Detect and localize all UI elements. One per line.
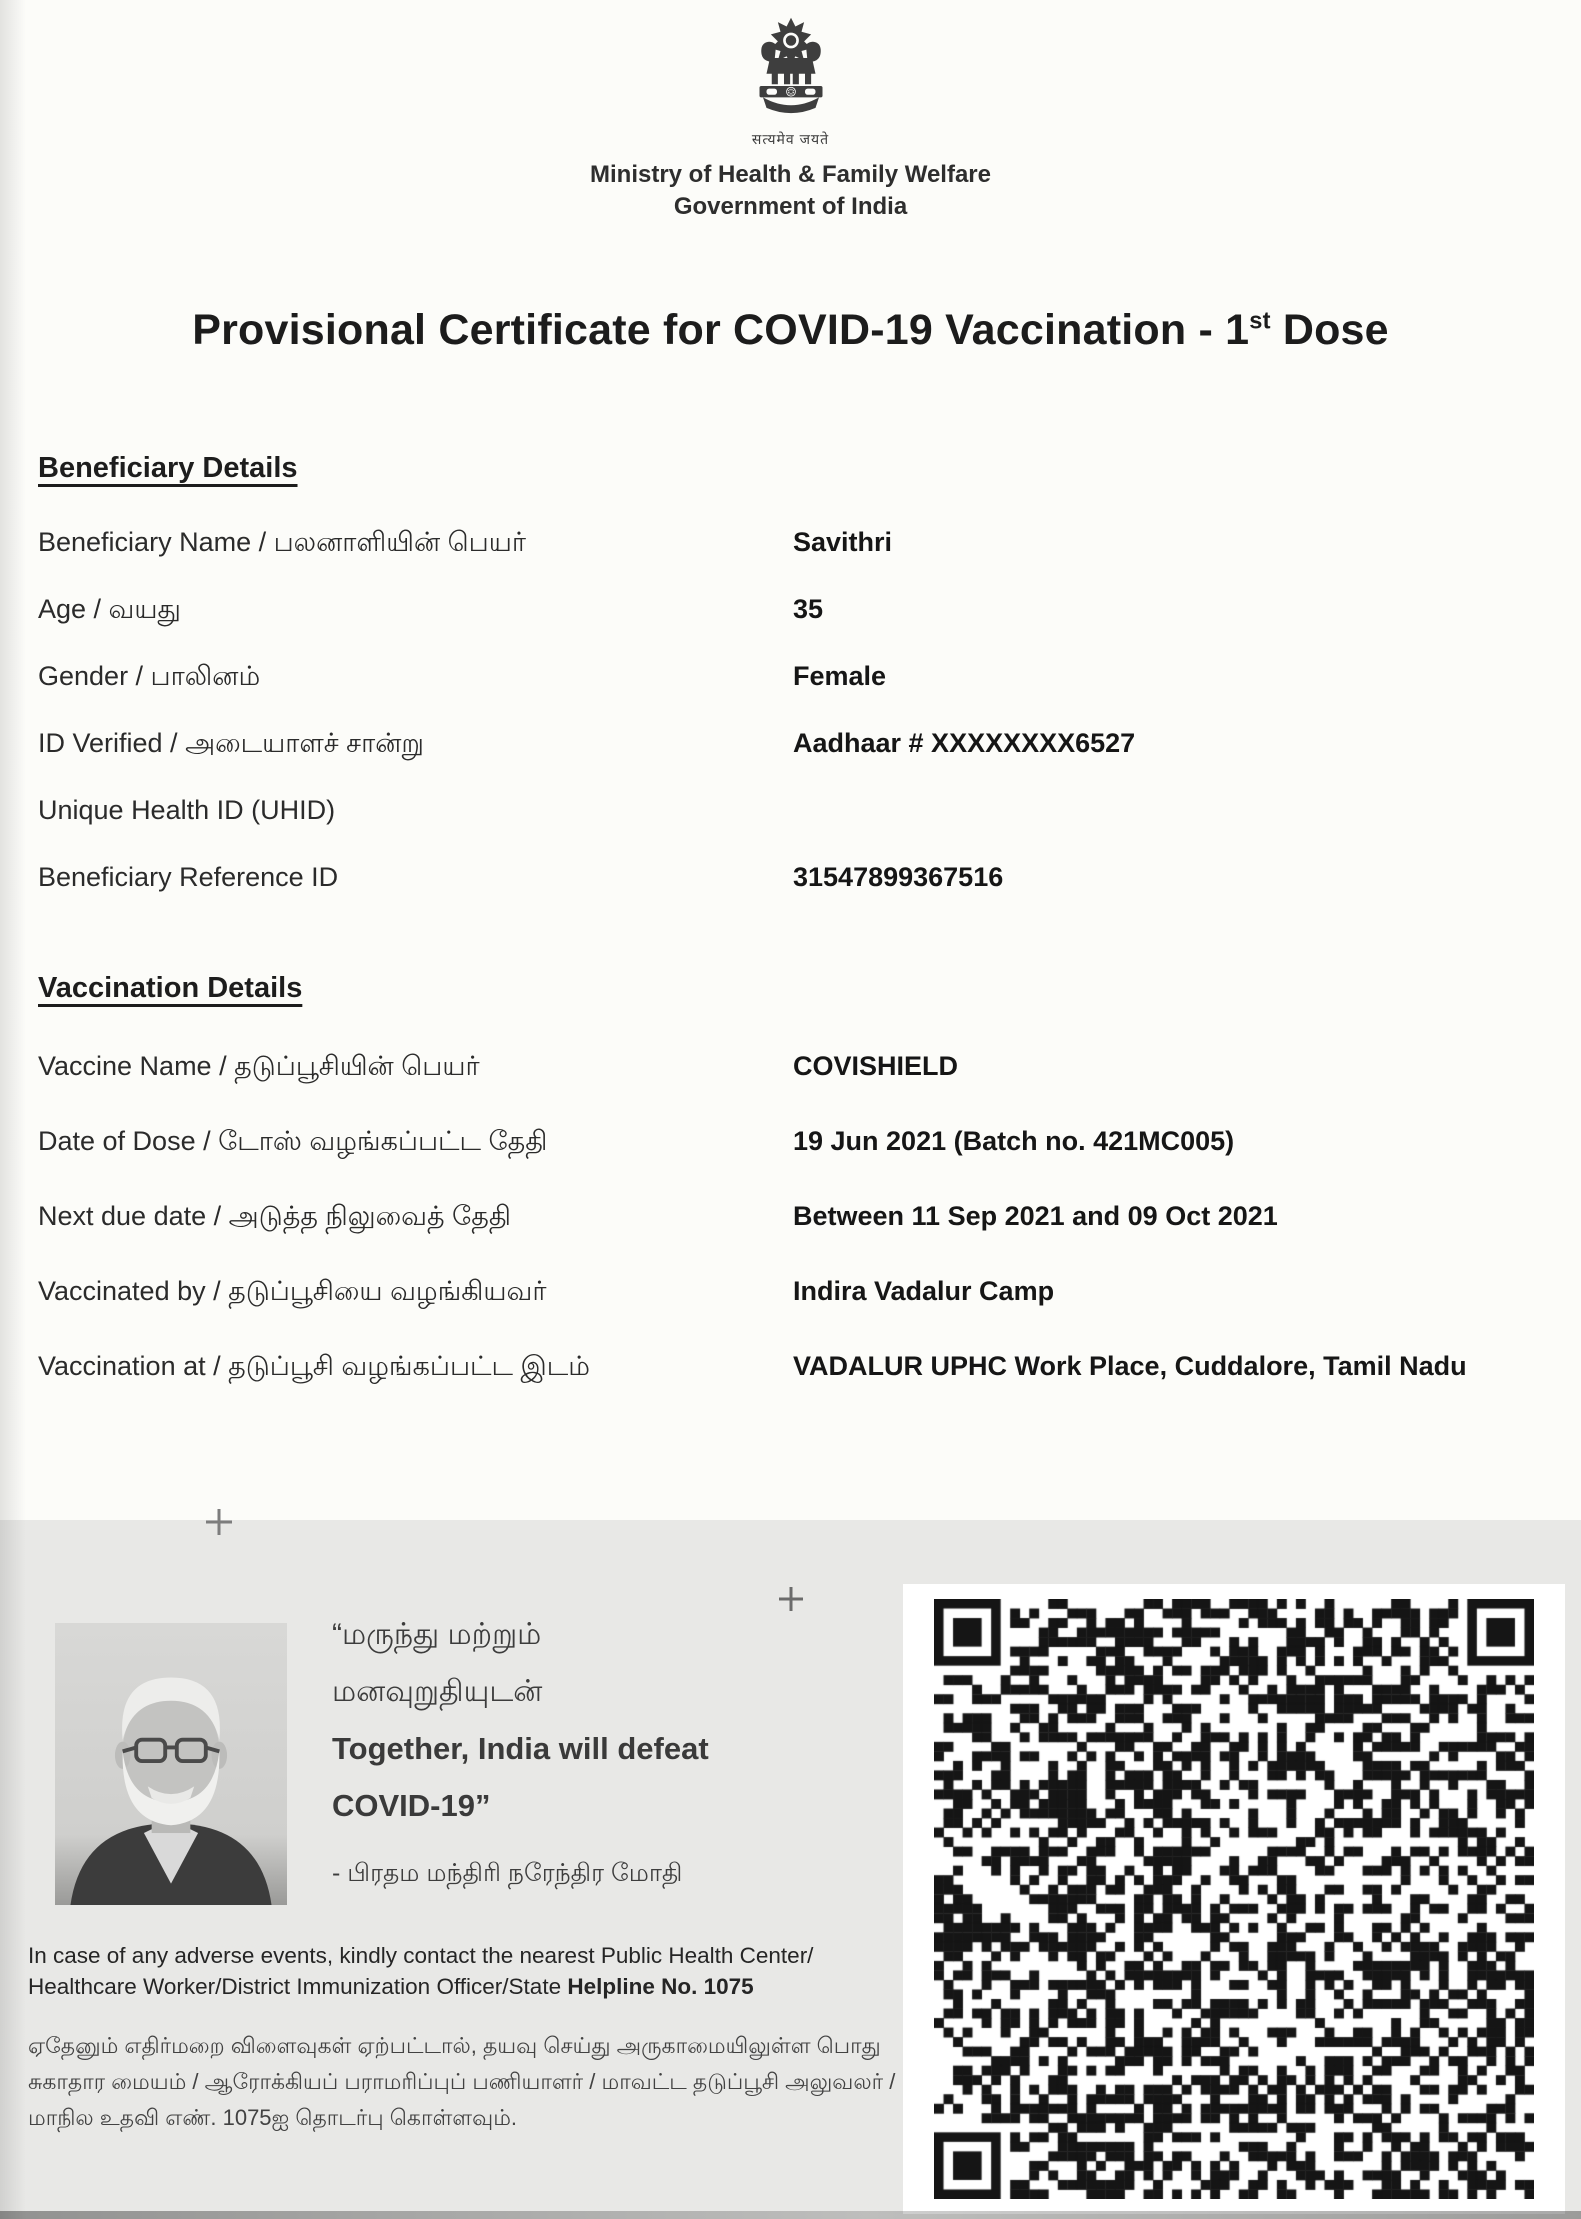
reference-id-value: 31547899367516 bbox=[793, 862, 1004, 892]
quote-line-1: “மருந்து மற்றும் bbox=[332, 1618, 542, 1651]
next-due-date-row bbox=[38, 1179, 1541, 1254]
footer-banner bbox=[0, 1520, 1581, 2219]
reference-id-row bbox=[38, 844, 1541, 911]
vaccination-rows bbox=[38, 1029, 1541, 1404]
gender-value: Female bbox=[793, 661, 887, 691]
vaccine-name-row bbox=[38, 1029, 1541, 1104]
ministry-name: Ministry of Health & Family Welfare bbox=[590, 161, 991, 188]
next-due-date-label: Next due date / அடுத்த நிலுவைத் தேதி bbox=[38, 1201, 511, 1231]
helpline-number: Helpline No. 1075 bbox=[567, 1974, 754, 1999]
title-superscript: st bbox=[1249, 308, 1271, 335]
vaccination-at-row bbox=[38, 1329, 1541, 1404]
registration-mark-icon bbox=[779, 1587, 803, 1611]
qr-code bbox=[934, 1599, 1534, 2199]
beneficiary-details-section bbox=[38, 452, 1541, 911]
dose-date-value: 19 Jun 2021 (Batch no. 421MC005) bbox=[793, 1126, 1235, 1156]
vaccinated-by-label: Vaccinated by / தடுப்பூசியை வழங்கியவர் bbox=[38, 1276, 547, 1306]
qr-code-panel bbox=[903, 1584, 1565, 2214]
beneficiary-name-label: Beneficiary Name / பலனாளியின் பெயர் bbox=[38, 527, 526, 557]
vaccination-at-label: Vaccination at / தடுப்பூசி வழங்கப்பட்ட இடம் bbox=[38, 1351, 590, 1381]
vaccination-section-title: Vaccination Details bbox=[38, 972, 303, 1004]
reference-id-label: Beneficiary Reference ID bbox=[38, 862, 339, 892]
vaccinated-by-value: Indira Vadalur Camp bbox=[793, 1276, 1055, 1306]
advisory-english bbox=[28, 1940, 908, 2002]
national-emblem-icon bbox=[0, 16, 1581, 149]
uhid-row bbox=[38, 777, 1541, 844]
age-label: Age / வயது bbox=[38, 594, 181, 624]
registration-mark-icon bbox=[206, 1509, 232, 1535]
advisory-tamil: ஏதேனும் எதிர்மறை விளைவுகள் ஏற்பட்டால், தயவு செய்து அருகாமையிலுள்ள பொது சுகாதார மையம் / ஆரோக்கியப் பராமரிப்புப் பணியாளர் / மாவட்ட தடுப்பூசி அலுவலர் / மாநில உதவி எண். 1075ஐ தொடர்பு கொள்ளவும். bbox=[28, 2033, 896, 2130]
advisory-english-line1: In case of any adverse events, kindly contact the nearest Public Health Center/ bbox=[28, 1943, 814, 1968]
dose-date-label: Date of Dose / டோஸ் வழங்கப்பட்ட தேதி bbox=[38, 1126, 548, 1156]
certificate-title bbox=[0, 306, 1581, 355]
emblem-motto: सत्यमेव जयते bbox=[751, 131, 830, 147]
gender-row bbox=[38, 643, 1541, 710]
vaccination-at-value: VADALUR UPHC Work Place, Cuddalore, Tamil Nadu bbox=[793, 1351, 1467, 1381]
title-text: Provisional Certificate for COVID-19 Vaccination - 1 bbox=[192, 306, 1250, 354]
vaccinated-by-row bbox=[38, 1254, 1541, 1329]
age-value: 35 bbox=[793, 594, 824, 624]
quote-attribution: - பிரதம மந்திரி நரேந்திர மோதி bbox=[332, 1859, 683, 1887]
quote-line-3: Together, India will defeat bbox=[332, 1731, 709, 1766]
dose-date-row bbox=[38, 1104, 1541, 1179]
pm-portrait-photo bbox=[55, 1623, 287, 1905]
beneficiary-name-value: Savithri bbox=[793, 527, 893, 557]
beneficiary-name-row bbox=[38, 509, 1541, 576]
advisory-english-line2: Healthcare Worker/District Immunization Officer/State bbox=[28, 1974, 568, 1999]
quote-line-4: COVID-19” bbox=[332, 1788, 491, 1823]
government-name: Government of India bbox=[673, 193, 908, 220]
id-verified-value: Aadhaar # XXXXXXXX6527 bbox=[793, 728, 1136, 758]
age-row bbox=[38, 576, 1541, 643]
gender-label: Gender / பாலினம் bbox=[38, 661, 261, 691]
vaccination-details-section bbox=[38, 972, 1541, 1404]
next-due-date-value: Between 11 Sep 2021 and 09 Oct 2021 bbox=[793, 1201, 1278, 1231]
beneficiary-section-title: Beneficiary Details bbox=[38, 452, 298, 484]
id-verified-row bbox=[38, 710, 1541, 777]
uhid-label: Unique Health ID (UHID) bbox=[38, 795, 336, 825]
quote-line-2: மனவுறுதியுடன் bbox=[332, 1675, 543, 1708]
beneficiary-rows bbox=[38, 509, 1541, 911]
title-suffix: Dose bbox=[1270, 306, 1389, 354]
certificate-header bbox=[0, 16, 1581, 221]
pm-quote bbox=[332, 1606, 932, 1888]
vaccine-name-value: COVISHIELD bbox=[793, 1051, 959, 1081]
id-verified-label: ID Verified / அடையாளச் சான்று bbox=[38, 728, 424, 758]
vaccine-name-label: Vaccine Name / தடுப்பூசியின் பெயர் bbox=[38, 1051, 480, 1081]
